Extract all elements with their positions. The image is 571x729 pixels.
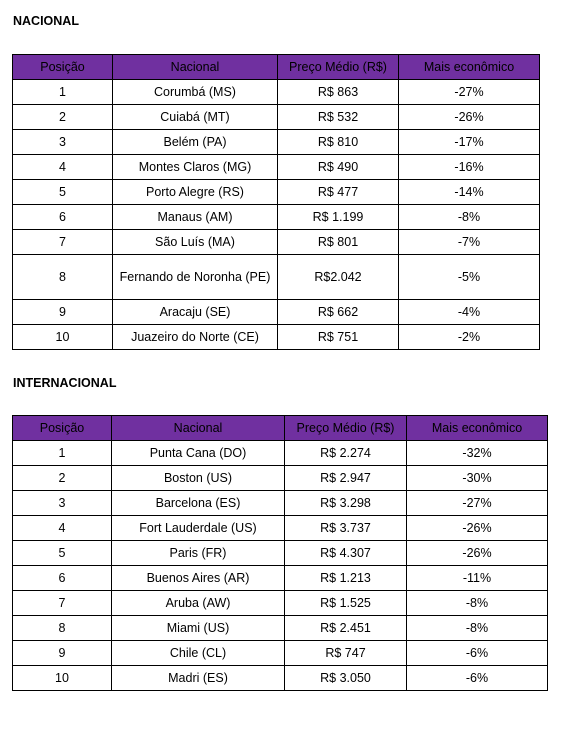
header-destination: Nacional [113, 55, 278, 80]
savings-cell: -14% [399, 180, 540, 205]
position-cell: 8 [13, 255, 113, 300]
table-row [13, 591, 548, 616]
destination-cell: Juazeiro do Norte (CE) [113, 325, 278, 350]
savings-cell: -8% [407, 616, 548, 641]
table-row [13, 641, 548, 666]
position-cell: 1 [13, 441, 112, 466]
price-cell: R$ 2.274 [285, 441, 407, 466]
table-row [13, 491, 548, 516]
savings-cell: -11% [407, 566, 548, 591]
destination-cell: Corumbá (MS) [113, 80, 278, 105]
table-row [13, 205, 540, 230]
table-internacional [12, 415, 548, 691]
price-cell: R$2.042 [278, 255, 399, 300]
savings-cell: -26% [399, 105, 540, 130]
table-row [13, 80, 540, 105]
savings-cell: -26% [407, 516, 548, 541]
header-savings: Mais econômico [399, 55, 540, 80]
position-cell: 4 [13, 516, 112, 541]
table-row [13, 180, 540, 205]
savings-cell: -27% [407, 491, 548, 516]
price-cell: R$ 4.307 [285, 541, 407, 566]
position-cell: 4 [13, 155, 113, 180]
savings-cell: -7% [399, 230, 540, 255]
table-row [13, 466, 548, 491]
table-row [13, 516, 548, 541]
table-row [13, 541, 548, 566]
price-cell: R$ 532 [278, 105, 399, 130]
position-cell: 9 [13, 641, 112, 666]
header-position: Posição [13, 55, 113, 80]
destination-cell: Aruba (AW) [112, 591, 285, 616]
position-cell: 1 [13, 80, 113, 105]
savings-cell: -5% [399, 255, 540, 300]
destination-cell: Fort Lauderdale (US) [112, 516, 285, 541]
savings-cell: -30% [407, 466, 548, 491]
header-position: Posição [13, 416, 112, 441]
table-header-row [13, 55, 540, 80]
destination-cell: Montes Claros (MG) [113, 155, 278, 180]
savings-cell: -26% [407, 541, 548, 566]
position-cell: 3 [13, 491, 112, 516]
savings-cell: -32% [407, 441, 548, 466]
destination-cell: São Luís (MA) [113, 230, 278, 255]
price-cell: R$ 2.451 [285, 616, 407, 641]
table-row [13, 441, 548, 466]
position-cell: 5 [13, 541, 112, 566]
table-row [13, 616, 548, 641]
table-row [13, 105, 540, 130]
header-savings: Mais econômico [407, 416, 548, 441]
destination-cell: Madri (ES) [112, 666, 285, 691]
destination-cell: Chile (CL) [112, 641, 285, 666]
table-row [13, 155, 540, 180]
position-cell: 6 [13, 205, 113, 230]
price-cell: R$ 751 [278, 325, 399, 350]
destination-cell: Aracaju (SE) [113, 300, 278, 325]
price-cell: R$ 3.737 [285, 516, 407, 541]
destination-cell: Cuiabá (MT) [113, 105, 278, 130]
price-cell: R$ 2.947 [285, 466, 407, 491]
position-cell: 10 [13, 325, 113, 350]
destination-cell: Barcelona (ES) [112, 491, 285, 516]
savings-cell: -8% [399, 205, 540, 230]
destination-cell: Buenos Aires (AR) [112, 566, 285, 591]
position-cell: 10 [13, 666, 112, 691]
price-cell: R$ 863 [278, 80, 399, 105]
destination-cell: Manaus (AM) [113, 205, 278, 230]
position-cell: 7 [13, 230, 113, 255]
savings-cell: -6% [407, 641, 548, 666]
price-cell: R$ 477 [278, 180, 399, 205]
header-destination: Nacional [112, 416, 285, 441]
price-cell: R$ 1.213 [285, 566, 407, 591]
price-cell: R$ 1.199 [278, 205, 399, 230]
savings-cell: -8% [407, 591, 548, 616]
price-cell: R$ 662 [278, 300, 399, 325]
position-cell: 8 [13, 616, 112, 641]
price-cell: R$ 747 [285, 641, 407, 666]
table-row [13, 566, 548, 591]
savings-cell: -27% [399, 80, 540, 105]
price-cell: R$ 810 [278, 130, 399, 155]
table-header-row [13, 416, 548, 441]
table-row [13, 300, 540, 325]
destination-cell: Paris (FR) [112, 541, 285, 566]
table-row [13, 230, 540, 255]
destination-cell: Fernando de Noronha (PE) [113, 255, 278, 300]
position-cell: 7 [13, 591, 112, 616]
position-cell: 6 [13, 566, 112, 591]
destination-cell: Punta Cana (DO) [112, 441, 285, 466]
price-cell: R$ 3.050 [285, 666, 407, 691]
section-title-nacional: NACIONAL [13, 14, 79, 28]
destination-cell: Porto Alegre (RS) [113, 180, 278, 205]
destination-cell: Miami (US) [112, 616, 285, 641]
price-cell: R$ 490 [278, 155, 399, 180]
header-price: Preço Médio (R$) [278, 55, 399, 80]
savings-cell: -16% [399, 155, 540, 180]
table-row [13, 325, 540, 350]
table-row [13, 255, 540, 300]
table-row [13, 666, 548, 691]
price-cell: R$ 3.298 [285, 491, 407, 516]
destination-cell: Boston (US) [112, 466, 285, 491]
position-cell: 9 [13, 300, 113, 325]
savings-cell: -17% [399, 130, 540, 155]
position-cell: 2 [13, 105, 113, 130]
section-title-internacional: INTERNACIONAL [13, 376, 117, 390]
table-row [13, 130, 540, 155]
header-price: Preço Médio (R$) [285, 416, 407, 441]
destination-cell: Belém (PA) [113, 130, 278, 155]
position-cell: 2 [13, 466, 112, 491]
price-cell: R$ 1.525 [285, 591, 407, 616]
table-nacional [12, 54, 540, 350]
savings-cell: -6% [407, 666, 548, 691]
price-cell: R$ 801 [278, 230, 399, 255]
position-cell: 3 [13, 130, 113, 155]
position-cell: 5 [13, 180, 113, 205]
savings-cell: -4% [399, 300, 540, 325]
savings-cell: -2% [399, 325, 540, 350]
